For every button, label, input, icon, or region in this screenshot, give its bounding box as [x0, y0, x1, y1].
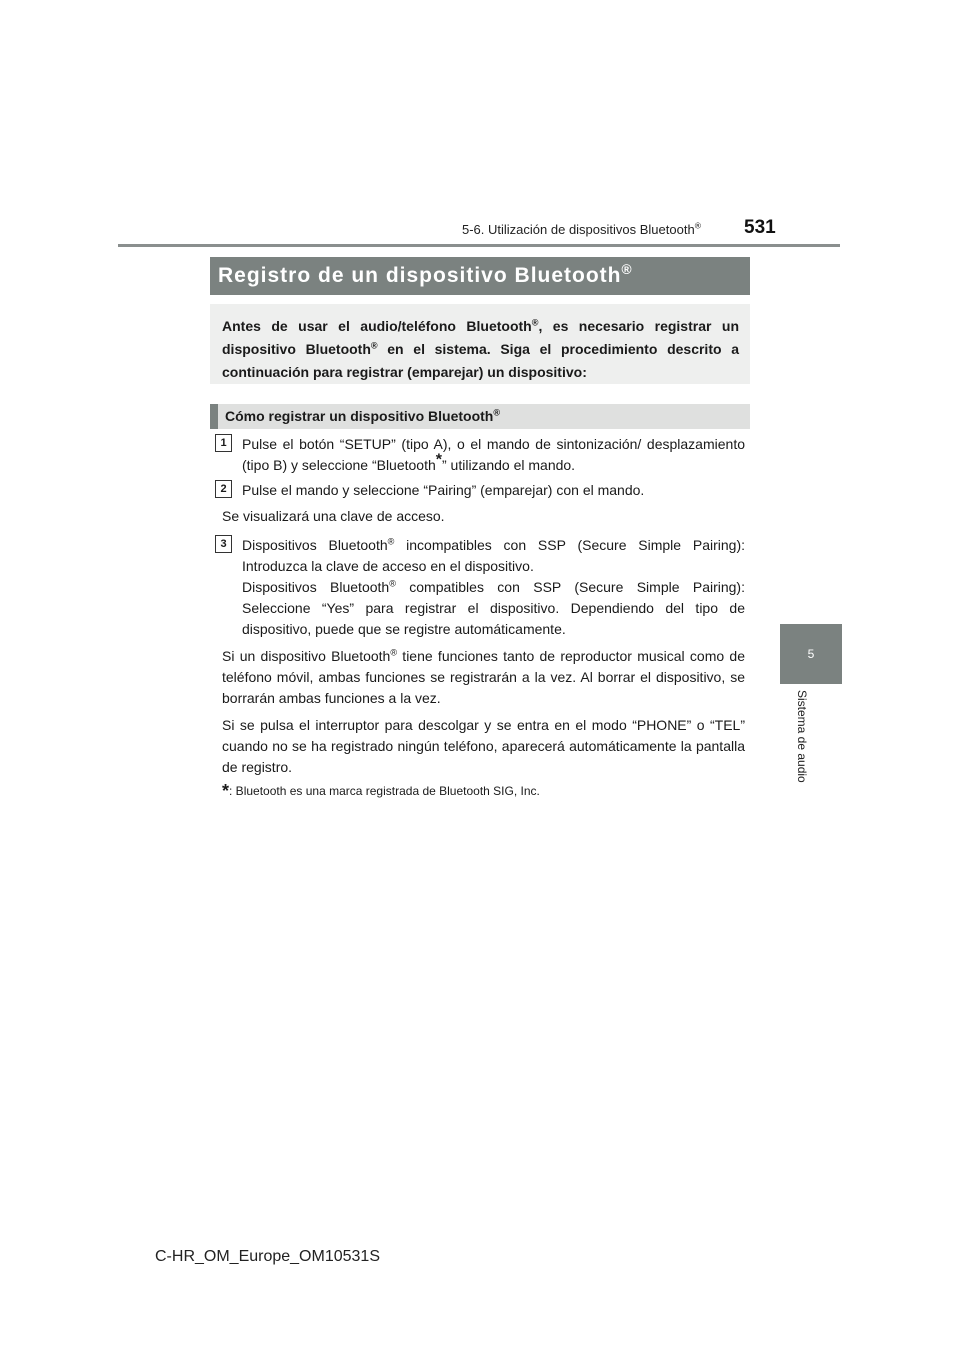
footnote-star: * [435, 451, 442, 469]
content-body [222, 434, 745, 806]
intro-text-2: , es necesario registrar un dispositivo Bluetooth [222, 318, 739, 357]
step-2 [222, 480, 745, 501]
section-header-text: 5-6. Utilización de dispositivos Bluetooth [462, 222, 695, 237]
chapter-number: 5 [807, 647, 815, 661]
page-number: 531 [744, 217, 776, 238]
step-1-text-2: ” utilizando el mando. [442, 457, 576, 473]
step-3-text-3: Dispositivos Bluetooth [242, 579, 390, 595]
step-number-badge: 2 [215, 480, 232, 498]
multi-function-note [222, 646, 745, 709]
subheading-text: Cómo registrar un dispositivo Bluetooth [225, 408, 494, 424]
footnote [222, 782, 745, 800]
footnote-star: * [222, 781, 230, 801]
section-header [462, 222, 701, 237]
step-3-text-1: Dispositivos Bluetooth [242, 537, 388, 553]
intro-text-3: en el sistema. Siga el procedimiento descrito a continuación para registrar (emparejar) un dispositivo: [222, 341, 739, 380]
chapter-label: Sistema de audio [795, 690, 809, 783]
step-number-badge: 3 [215, 535, 232, 553]
subheading [210, 404, 750, 429]
chapter-tab [780, 624, 842, 684]
phone-mode-note: Si se pulsa el interruptor para descolgar y se entra en el modo “PHONE” o “TEL” cuando no se ha registrado ningún teléfono, aparecerá automáticamente la pantalla de registro. [222, 717, 745, 775]
registered-mark: ® [694, 220, 701, 231]
passkey-note: Se visualizará una clave de acceso. [222, 508, 445, 524]
page-title-text: Registro de un dispositivo Bluetooth [218, 264, 622, 287]
registered-mark: ® [387, 536, 395, 547]
registered-mark: ® [390, 647, 398, 658]
step-3-text-4: compatibles con SSP (Secure Simple Pairing): Seleccione “Yes” para registrar el dispositivo. Dependiendo del tipo de dispositivo, puede que se registre automáticamente. [242, 579, 745, 637]
intro-text-1: Antes de usar el audio/teléfono Bluetooth [222, 318, 532, 334]
page-title [210, 257, 750, 295]
step-3-text-2: incompatibles con SSP (Secure Simple Pairing): Introduzca la clave de acceso en el dispositivo. [242, 537, 745, 574]
registered-mark: ® [531, 317, 539, 328]
intro-box [210, 304, 750, 384]
footnote-text: : Bluetooth es una marca registrada de Bluetooth SIG, Inc. [229, 784, 540, 798]
registered-mark: ® [389, 578, 396, 589]
registered-mark: ® [493, 407, 501, 418]
step-3 [222, 535, 745, 640]
header-divider [118, 244, 840, 247]
registered-mark: ® [370, 340, 378, 351]
registered-mark: ® [621, 262, 633, 277]
para1-text-2: tiene funciones tanto de reproductor musical como de teléfono móvil, ambas funciones se registrarán a la vez. Al borrar el dispositivo, se borrarán ambas funciones a la vez. [222, 648, 745, 706]
step-2-text: Pulse el mando y seleccione “Pairing” (emparejar) con el mando. [242, 482, 645, 498]
para1-text-1: Si un dispositivo Bluetooth [222, 648, 391, 664]
step-number-badge: 1 [215, 434, 232, 452]
step-1 [222, 434, 745, 476]
document-code: C-HR_OM_Europe_OM10531S [155, 1248, 380, 1265]
step-1-text-1: Pulse el botón “SETUP” (tipo A), o el mando de sintonización/ desplazamiento (tipo B) y seleccione “Bluetooth [242, 436, 745, 473]
